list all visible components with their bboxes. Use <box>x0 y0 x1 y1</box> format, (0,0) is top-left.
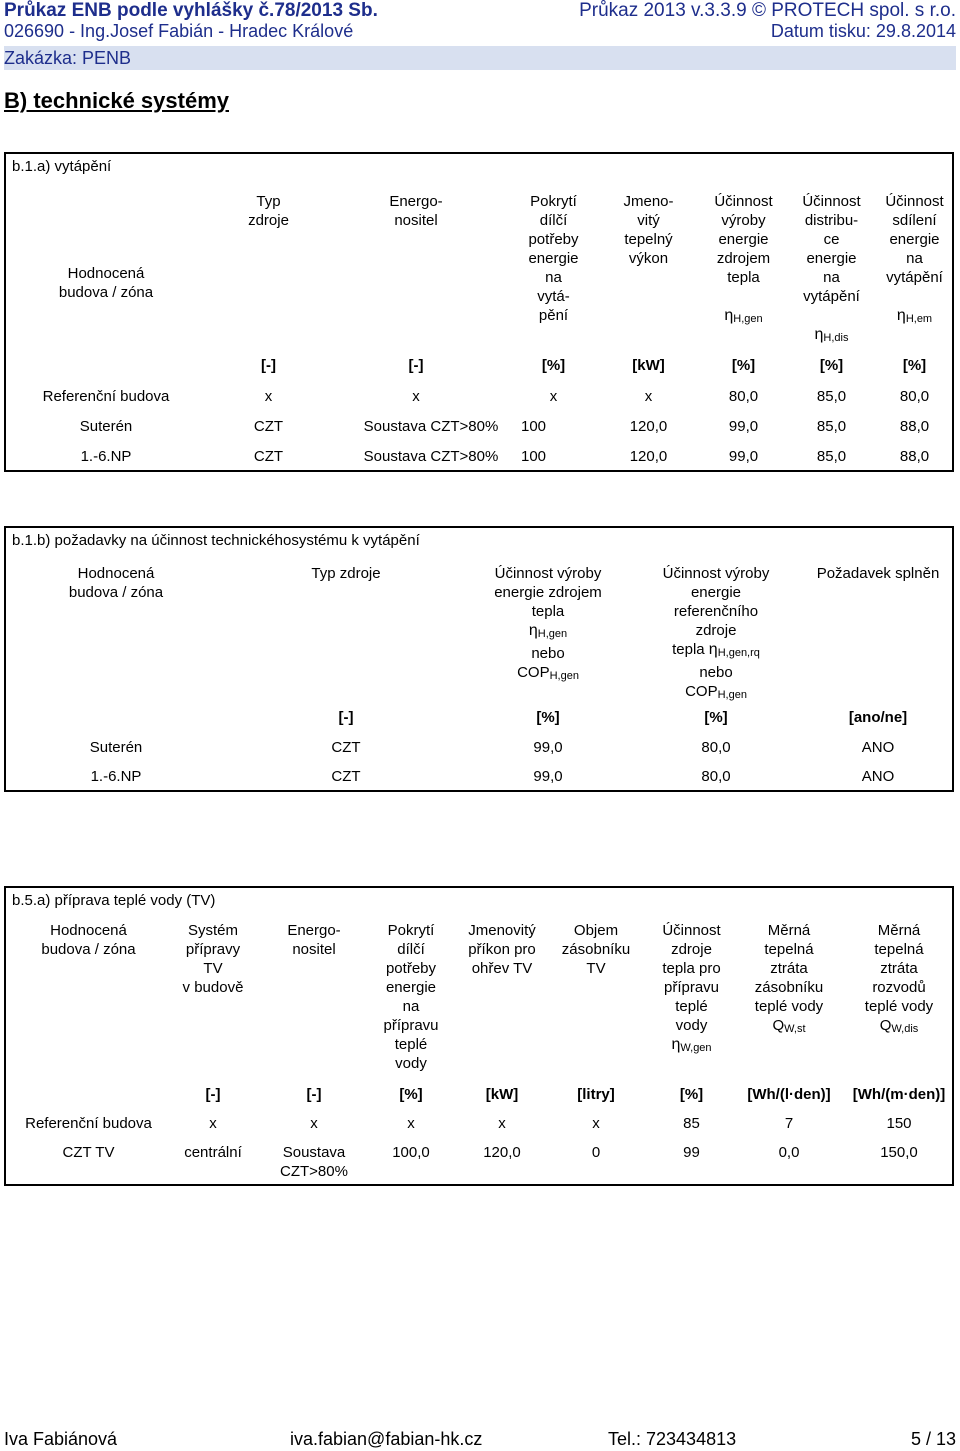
footer-email: iva.fabian@fabian-hk.cz <box>290 1429 483 1449</box>
page-header <box>4 0 956 70</box>
hw-eff-header: Účinnost zdroje tepla pro přípravu teplé vody ηW,gen <box>662 922 721 1054</box>
power-cell: x <box>644 388 653 405</box>
unit-cell: [litry] <box>577 1086 615 1103</box>
hw-carrier-header: Energo- nositel <box>287 922 341 958</box>
heating-req-table <box>4 526 954 792</box>
carrier-cell: Soustava CZT>80% <box>363 418 499 435</box>
type-cell: x <box>264 388 273 405</box>
type-cell: CZT <box>253 448 284 465</box>
power-cell: 120,0 <box>629 448 668 465</box>
eff-gen-cell: 80,0 <box>728 388 759 405</box>
coverage-cell: 100 <box>520 448 547 465</box>
hw-coverage-header: Pokrytí dílčí potřeby energie na přípravu teplé vody <box>383 922 439 1072</box>
eff-em-cell: 80,0 <box>899 388 930 405</box>
eff-gen-cell: 99,0 <box>728 448 759 465</box>
eff-em-cell: 88,0 <box>899 418 930 435</box>
hot-water-caption: b.5.a) příprava teplé vody (TV) <box>12 892 216 909</box>
order-bar <box>4 46 956 70</box>
eff-cell: 85 <box>683 1115 700 1132</box>
heating-eff-em-header: Účinnost sdílení energie na vytápění ηH,em <box>885 193 944 325</box>
hw-volume-header: Objem zásobníku TV <box>561 922 631 977</box>
zone-cell: 1.-6.NP <box>90 768 142 785</box>
carrier-cell: Soustava CZT>80% <box>363 448 499 465</box>
zone-cell: CZT TV <box>62 1144 115 1161</box>
power-cell: x <box>498 1115 506 1132</box>
coverage-cell: 100,0 <box>392 1144 430 1161</box>
req-eff-ref-header: Účinnost výroby energie referenčního zdroje tepla ηH,gen,rq nebo COPH,gen <box>662 565 770 701</box>
unit-cell: [-] <box>205 1086 221 1103</box>
coverage-cell: x <box>549 388 558 405</box>
heating-eff-dis-header: Účinnost distribu- ce energie na vytápění ηH,dis <box>802 193 861 344</box>
heating-zone-header: Hodnocená budova / zóna <box>58 265 154 301</box>
type-cell: CZT <box>253 418 284 435</box>
unit-cell: [%] <box>399 1086 423 1103</box>
heating-coverage-header: Pokrytí dílčí potřeby energie na vytá- pění <box>528 193 579 324</box>
power-cell: 120,0 <box>483 1144 521 1161</box>
footer-page-number: 5 / 13 <box>910 1429 956 1449</box>
carrier-cell: Soustava CZT>80% <box>280 1144 348 1180</box>
hw-system-header: Systém přípravy TV v budově <box>182 922 244 996</box>
eff-cell: 99,0 <box>533 768 563 785</box>
loss-dis-cell: 150 <box>886 1115 912 1132</box>
volume-cell: 0 <box>591 1144 601 1161</box>
ok-cell: ANO <box>861 739 895 756</box>
loss-st-cell: 0,0 <box>778 1144 800 1161</box>
carrier-cell: x <box>412 388 420 405</box>
unit-cell: [%] <box>679 1086 704 1103</box>
heating-power-header: Jmeno- vitý tepelný výkon <box>623 193 674 267</box>
heating-carrier-header: Energo- nositel <box>389 193 443 229</box>
power-cell: 120,0 <box>629 418 668 435</box>
req-zone-header: Hodnocená budova / zóna <box>68 565 164 601</box>
type-cell: CZT <box>331 739 361 756</box>
eff-dis-cell: 85,0 <box>816 448 847 465</box>
hot-water-table <box>4 886 954 1186</box>
unit-cell: [ano/ne] <box>848 709 908 726</box>
unit-cell: [kW] <box>632 357 665 374</box>
page-footer <box>0 1427 960 1451</box>
unit-cell: [%] <box>819 357 844 374</box>
author-line: 026690 - Ing.Josef Fabián - Hradec Králové <box>4 21 354 41</box>
footer-name: Iva Fabiánová <box>4 1429 118 1449</box>
req-eff-header: Účinnost výroby energie zdrojem tepla ηH,gen nebo COPH,gen <box>494 565 602 682</box>
eff-cell: 99,0 <box>533 739 563 756</box>
unit-cell: [%] <box>541 357 566 374</box>
heating-req-caption: b.1.b) požadavky na účinnost technickéhosystému k vytápění <box>12 532 420 549</box>
system-cell: centrální <box>184 1144 242 1161</box>
unit-cell: [kW] <box>485 1086 519 1103</box>
zone-cell: Suterén <box>89 739 143 756</box>
loss-st-cell: 7 <box>784 1115 794 1132</box>
unit-cell: [-] <box>408 357 424 374</box>
type-cell: CZT <box>331 768 361 785</box>
heating-table <box>4 152 954 472</box>
system-cell: x <box>209 1115 217 1132</box>
unit-cell: [-] <box>261 357 276 374</box>
unit-cell: [%] <box>902 357 927 374</box>
unit-cell: [Wh/(l·den)] <box>747 1086 831 1103</box>
unit-cell: [%] <box>536 709 560 726</box>
zone-cell: 1.-6.NP <box>80 448 132 465</box>
coverage-cell: x <box>407 1115 415 1132</box>
eff-gen-cell: 99,0 <box>728 418 759 435</box>
eff-em-cell: 88,0 <box>899 448 930 465</box>
zone-cell: Suterén <box>79 418 133 435</box>
eff-dis-cell: 85,0 <box>816 418 847 435</box>
ok-cell: ANO <box>861 768 895 785</box>
heating-caption: b.1.a) vytápění <box>12 158 112 175</box>
unit-cell: [%] <box>704 709 728 726</box>
eff-ref-cell: 80,0 <box>701 768 731 785</box>
eff-cell: 99 <box>683 1144 700 1161</box>
zone-cell: Referenční budova <box>25 1115 152 1132</box>
document-title: Průkaz ENB podle vyhlášky č.78/2013 Sb. <box>4 0 378 21</box>
coverage-cell: 100 <box>520 418 547 435</box>
footer-phone: Tel.: 723434813 <box>608 1429 737 1449</box>
hw-power-header: Jmenovitý příkon pro ohřev TV <box>468 922 536 977</box>
print-date: Datum tisku: 29.8.2014 <box>770 21 956 41</box>
hw-loss-st-header: Měrná tepelná ztráta zásobníku teplé vody QW,st <box>754 922 824 1035</box>
hw-loss-dis-header: Měrná tepelná ztráta rozvodů teplé vody QW,dis <box>864 922 934 1035</box>
volume-cell: x <box>592 1115 600 1132</box>
carrier-cell: x <box>310 1115 318 1132</box>
software-line: Průkaz 2013 v.3.3.9 © PROTECH spol. s r.o. <box>579 0 956 21</box>
unit-cell: [-] <box>306 1086 322 1103</box>
loss-dis-cell: 150,0 <box>880 1144 918 1161</box>
unit-cell: [Wh/(m·den)] <box>852 1086 946 1103</box>
req-ok-header: Požadavek splněn <box>816 565 940 582</box>
zone-cell: Referenční budova <box>42 388 170 405</box>
heating-eff-gen-header: Účinnost výroby energie zdrojem tepla ηH,gen <box>714 193 773 325</box>
heating-type-header: Typ zdroje <box>248 193 289 229</box>
unit-cell: [-] <box>338 709 354 726</box>
unit-cell: [%] <box>731 357 756 374</box>
eff-ref-cell: 80,0 <box>701 739 731 756</box>
section-title: B) technické systémy <box>4 88 229 113</box>
order-label: Zakázka: PENB <box>4 48 132 68</box>
req-type-header: Typ zdroje <box>311 565 381 582</box>
hw-zone-header: Hodnocená budova / zóna <box>41 922 136 958</box>
eff-dis-cell: 85,0 <box>816 388 847 405</box>
